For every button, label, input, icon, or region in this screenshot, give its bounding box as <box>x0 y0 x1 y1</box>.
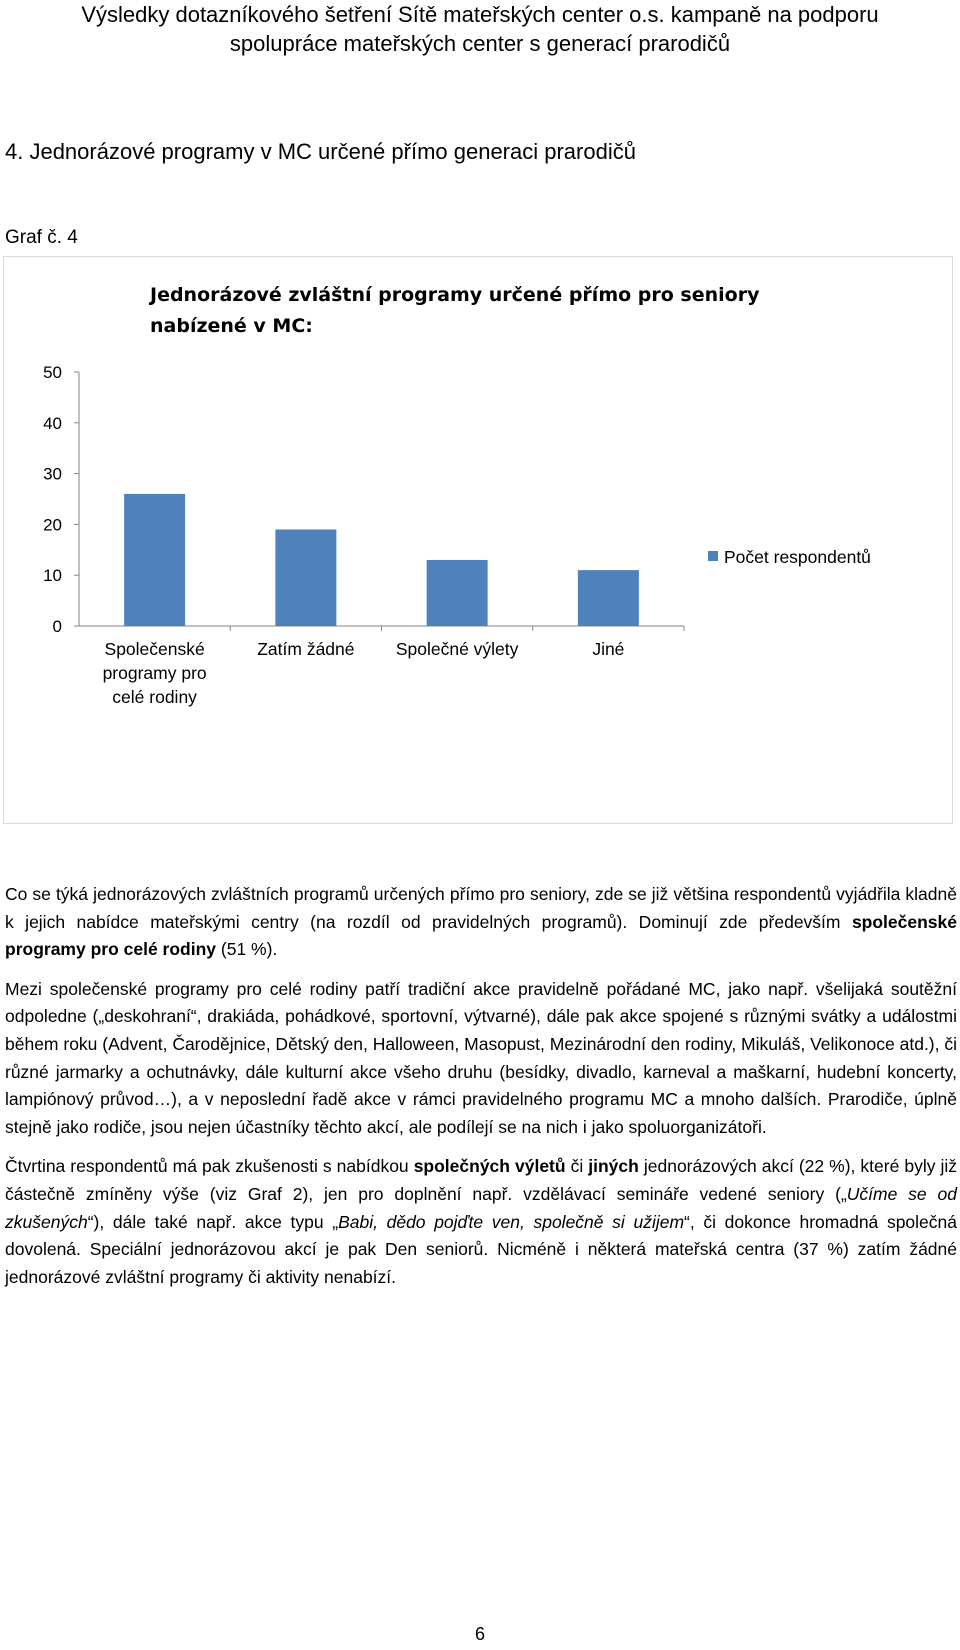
p3-run-2: či <box>565 1156 589 1177</box>
paragraph-2 <box>5 976 957 1142</box>
y-tick-label-1: 10 <box>43 566 62 586</box>
p2-run-0: Mezi společenské programy pro celé rodiny patří tradiční akce pravidelně pořádané MC, jako např. všelijaká soutěžní odpoledne („deskohraní“, drakiáda, pohádkové, sportovní, výtvarné), dále pak akce spojené s různými svátky a událostmi během roku (Advent, Čarodějnice, Dětský den, Halloween, Masopust, Mezinárodní den rodiny, Mikuláš, Velikonoce atd.), či různé jarmarky a ochutnávky, dále kulturní akce všeho druhu (besídky, divadlo, karneval a maškarní, hudební koncerty, lampiónový průvod…), a v neposlední řadě akce v rámci pravidelného programu MC a mnoho dalších. Prarodiče, úplně stejně jako rodiče, jsou nejen účastníky těchto akcí, ale podílejí se na nich i jako spoluorganizátoři. <box>5 978 957 1137</box>
bar-chart <box>4 257 954 825</box>
x-category-label-0-0: Společenské <box>104 639 205 659</box>
bar-2 <box>427 560 488 626</box>
p3-run-4: jednorázových akcí (22 %), které byly již částečně zmíněny výše (viz Graf 2), jen pro doplnění např. vzdělávací semináře vedené seniory („ <box>5 1156 957 1204</box>
graph-label: Graf č. 4 <box>5 227 78 248</box>
chart-title-line-1: Jednorázové zvláštní programy určené přímo pro seniory <box>150 284 760 306</box>
bar-1 <box>275 529 336 626</box>
header-line-1: Výsledky dotazníkového šetření Sítě mateřských center o.s. kampaně na podporu <box>81 2 879 27</box>
y-tick-label-5: 50 <box>43 363 62 382</box>
legend-label: Počet respondentů <box>724 547 871 567</box>
p3-run-7: Babi, dědo pojďte ven, společně si užijem <box>338 1211 685 1232</box>
chart-title-line-2: nabízené v MC: <box>150 315 313 337</box>
chart-title <box>150 280 850 342</box>
p1-run-1: společenské programy pro celé rodiny <box>5 911 957 960</box>
p3-run-0: Čtvrtina respondentů má pak zkušenosti s nabídkou <box>5 1156 414 1177</box>
y-tick-label-0: 0 <box>52 617 62 636</box>
body-text <box>5 881 957 1291</box>
p3-run-1: společných výletů <box>413 1156 566 1177</box>
p3-run-6: “), dále také např. akce typu „ <box>87 1211 339 1232</box>
bar-3 <box>578 570 639 626</box>
p1-run-0: Co se týká jednorázových zvláštních programů určených přímo pro seniory, zde se již většina respondentů vyjádřila kladně k jejich nabídce mateřskými centry (na rozdíl od pravidelných programů). Dominují zde především <box>5 884 957 932</box>
x-category-label-1-0: Zatím žádné <box>257 639 355 659</box>
y-tick-label-3: 30 <box>43 464 62 484</box>
header-line-2: spolupráce mateřských center s generací prarodičů <box>229 31 731 56</box>
paragraph-1 <box>5 881 957 964</box>
p3-run-3: jiných <box>588 1156 639 1177</box>
bar-0 <box>124 494 185 626</box>
paragraph-3 <box>5 1153 957 1291</box>
p1-run-2: (51 %). <box>216 939 278 960</box>
p3-run-8: “, či dokonce hromadná společná dovolená. Speciální jednorázovou akcí je pak Den seniorů. Nicméně i některá mateřská centra (37 %) zatím žádné jednorázové zvláštní programy či aktivity nenabízí. <box>5 1211 957 1287</box>
p3-run-5: Učíme se od zkušených <box>5 1183 957 1232</box>
x-category-label-0-1: programy pro <box>102 663 207 683</box>
page-number: 6 <box>474 1624 485 1644</box>
y-tick-label-4: 40 <box>43 413 62 433</box>
legend-swatch <box>708 551 718 561</box>
x-category-label-3-0: Jiné <box>592 639 625 659</box>
section-title: 4. Jednorázové programy v MC určené přímo generaci prarodičů <box>5 139 636 164</box>
document-header <box>0 0 960 58</box>
x-category-label-2-0: Společné výlety <box>395 639 519 659</box>
y-tick-label-2: 20 <box>43 515 62 535</box>
x-category-label-0-2: celé rodiny <box>112 687 197 707</box>
